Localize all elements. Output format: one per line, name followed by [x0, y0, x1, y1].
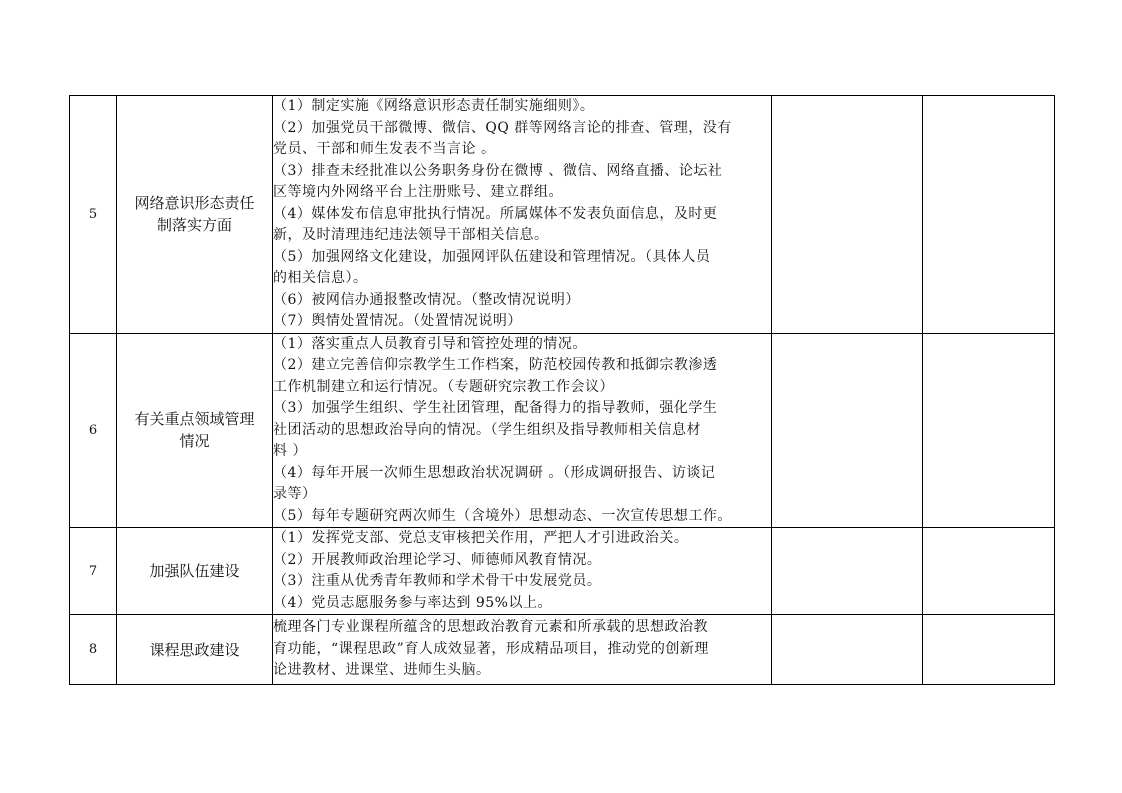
- content-line: 论进教材、进课堂、进师生头脑。: [273, 662, 491, 679]
- content-line: （4）媒体发布信息审批执行情况。所属媒体不发表负面信息，及时更: [273, 205, 718, 222]
- content-line: 工作机制建立和运行情况。（专题研究宗教工作会议）: [273, 378, 614, 395]
- content-line: （3）注重从优秀青年教师和学术骨干中发展党员。: [273, 573, 602, 589]
- blank-cell: [923, 96, 1055, 334]
- content-line: 梳理各门专业课程所蕴含的思想政治教育元素和所承载的思想政治教: [273, 619, 708, 636]
- blank-cell: [772, 333, 923, 528]
- content-line: （4）党员志愿服务参与率达到 95%以上。: [273, 594, 552, 611]
- content-line: 党员、干部和师生发表不当言论 。: [273, 141, 496, 157]
- inspection-area: [117, 615, 273, 685]
- inspection-content: [273, 615, 772, 685]
- content-item: [273, 311, 771, 333]
- content-item: [273, 528, 771, 550]
- content-line: 新，及时清理违纪违法领导干部相关信息。: [273, 227, 549, 243]
- content-item: [273, 118, 771, 161]
- table-body: [70, 96, 1055, 685]
- table-row: [70, 528, 1055, 615]
- content-item: [273, 617, 771, 682]
- row-number: 8: [70, 615, 117, 685]
- content-item: [273, 550, 771, 572]
- table-row: [70, 333, 1055, 528]
- content-item: [273, 334, 771, 356]
- content-item: [273, 355, 771, 398]
- content-line: （1）制定实施《网络意识形态责任制实施细则》。: [273, 98, 595, 114]
- inspection-content: [273, 96, 772, 334]
- inspection-area-line: 网络意识形态责任: [134, 194, 255, 213]
- row-number: 5: [70, 96, 117, 334]
- inspection-content: [273, 528, 772, 615]
- inspection-area-line: 情况: [179, 432, 210, 451]
- blank-cell: [772, 615, 923, 685]
- content-line: （3）排查未经批准以公务职务身份在微博 、微信、网络直播、论坛社: [273, 162, 723, 179]
- content-line: （4）每年开展一次师生思想政治状况调研 。（形成调研报告、访谈记: [273, 464, 716, 481]
- table-row: [70, 96, 1055, 334]
- content-item: [273, 571, 771, 593]
- content-line: 料 ）: [273, 443, 307, 459]
- blank-cell: [923, 528, 1055, 615]
- content-line: 录等）: [273, 486, 317, 502]
- content-item: [273, 506, 771, 528]
- content-item: [273, 398, 771, 463]
- blank-cell: [923, 615, 1055, 685]
- content-item: [273, 247, 771, 290]
- content-line: （3）加强学生组织、学生社团管理，配备得力的指导教师，强化学生: [273, 400, 718, 416]
- blank-cell: [923, 333, 1055, 528]
- content-item: [273, 204, 771, 247]
- inspection-area-line: 有关重点领域管理: [134, 410, 255, 429]
- inspection-table: [69, 95, 1055, 685]
- content-line: （1）发挥党支部、党总支审核把关作用，严把人才引进政治关。: [273, 530, 689, 546]
- blank-cell: [772, 528, 923, 615]
- content-line: （1）落实重点人员教育引导和管控处理的情况。: [273, 335, 587, 352]
- content-line: （2）建立完善信仰宗教学生工作档案，防范校园传教和抵御宗教渗透: [273, 357, 718, 373]
- content-line: （5）加强网络文化建设，加强网评队伍建设和管理情况。（具体人员: [273, 248, 711, 265]
- inspection-area: [117, 528, 273, 615]
- inspection-content: [273, 333, 772, 528]
- content-line: （5）每年专题研究两次师生（含境外）思想动态、一次宣传思想工作。: [273, 507, 732, 524]
- row-number: 6: [70, 333, 117, 528]
- inspection-area-line: 课程思政建设: [149, 640, 240, 659]
- content-line: 育功能，“课程思政”育人成效显著，形成精品项目，推动党的创新理: [273, 640, 709, 657]
- content-line: （2）开展教师政治理论学习、师德师风教育情况。: [273, 551, 602, 568]
- content-line: 社团活动的思想政治导向的情况。（学生组织及指导教师相关信息材: [273, 421, 701, 438]
- table-row: [70, 615, 1055, 685]
- content-item: [273, 463, 771, 506]
- inspection-area-line: 制落实方面: [156, 216, 232, 235]
- content-line: （2）加强党员干部微博、微信、QQ 群等网络言论的排查、管理，没有: [273, 119, 732, 136]
- content-item: [273, 161, 771, 204]
- content-line: 区等境内外网络平台上注册账号、建立群组。: [273, 184, 563, 200]
- content-line: （7）舆情处置情况。（处置情况说明）: [273, 313, 522, 329]
- content-item: [273, 96, 771, 118]
- inspection-area: [117, 333, 273, 528]
- inspection-area-line: 加强队伍建设: [149, 562, 240, 580]
- blank-cell: [772, 96, 923, 334]
- content-item: [273, 593, 771, 615]
- content-line: 的相关信息）。: [273, 270, 368, 286]
- content-item: [273, 290, 771, 312]
- content-line: （6）被网信办通报整改情况。（整改情况说明）: [273, 291, 580, 308]
- row-number: 7: [70, 528, 117, 615]
- inspection-area: [117, 96, 273, 334]
